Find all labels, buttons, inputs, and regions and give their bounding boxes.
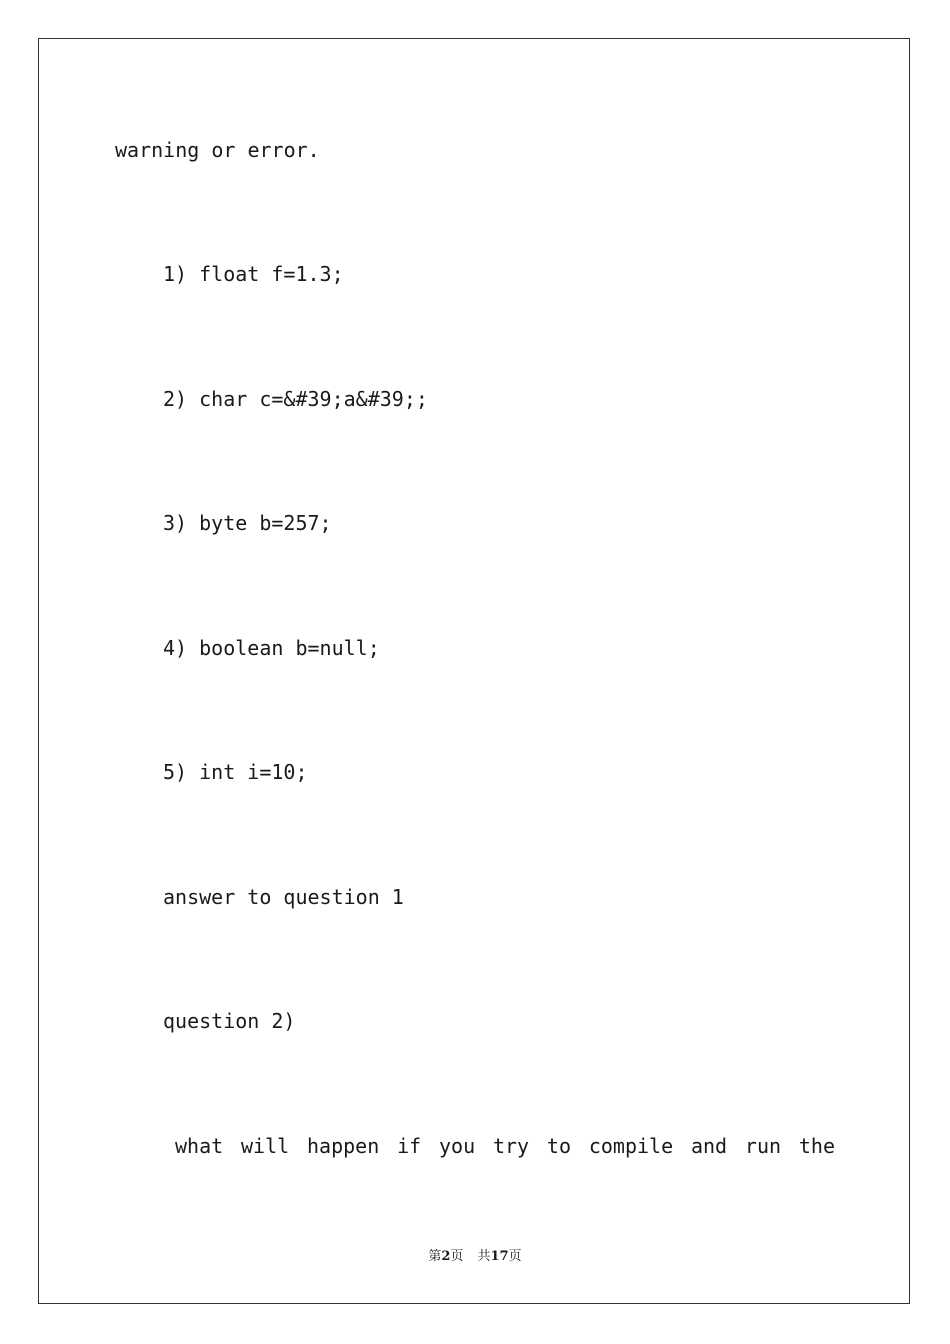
text-line: warning or error.	[115, 138, 320, 162]
word: and	[690, 1134, 728, 1158]
word: try	[492, 1134, 530, 1158]
option-5: 5) int i=10;	[163, 760, 308, 784]
justified-text-line	[175, 1134, 835, 1158]
page-footer	[0, 1248, 950, 1266]
question-heading: question 2)	[163, 1009, 296, 1033]
page-prefix: 第	[428, 1249, 442, 1264]
word: what	[175, 1134, 224, 1158]
word: you	[439, 1134, 476, 1158]
word: run	[744, 1134, 782, 1158]
option-3: 3) byte b=257;	[163, 511, 332, 535]
word: compile	[588, 1134, 674, 1158]
word: to	[546, 1134, 571, 1158]
page-suffix: 页	[450, 1249, 464, 1264]
option-1: 1) float f=1.3;	[163, 262, 344, 286]
word: if	[397, 1134, 422, 1158]
word: happen	[307, 1134, 380, 1158]
total-prefix: 共	[477, 1249, 491, 1264]
word: the	[798, 1134, 835, 1158]
total-suffix: 页	[508, 1249, 522, 1264]
page-frame	[38, 38, 910, 1304]
option-2: 2) char c=&#39;a&#39;;	[163, 387, 428, 411]
option-4: 4) boolean b=null;	[163, 636, 380, 660]
answer-line: answer to question 1	[163, 885, 404, 909]
total-pages: 17	[490, 1249, 509, 1264]
word: will	[241, 1134, 290, 1158]
page-number: 2	[441, 1249, 451, 1264]
